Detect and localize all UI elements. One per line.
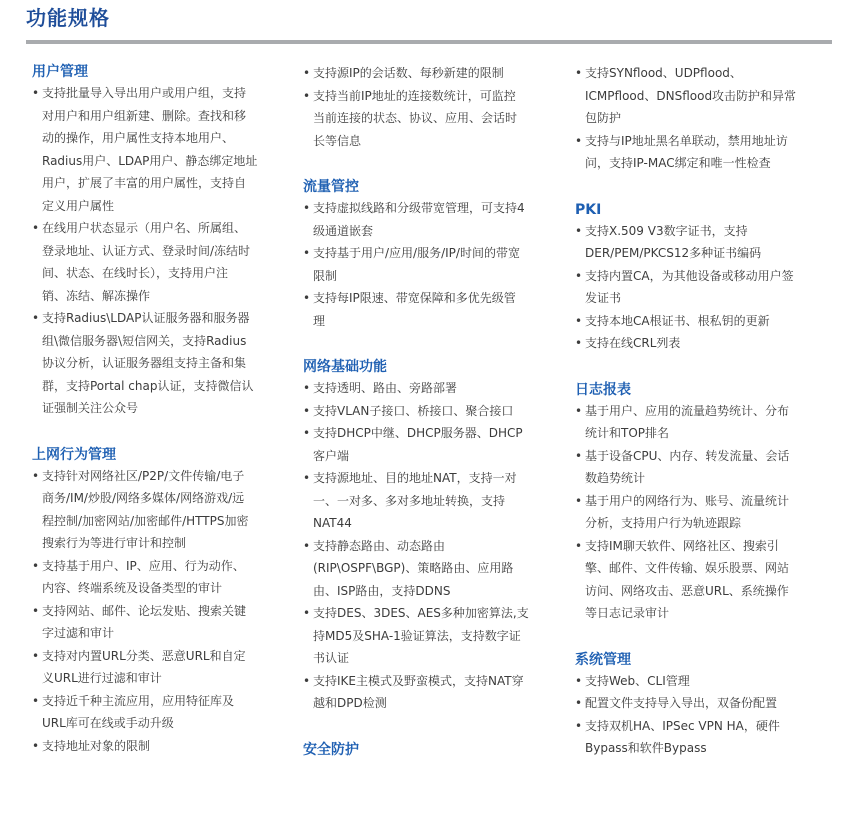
feature-item-line: 搜索行为等进行审计和控制 [42, 536, 187, 550]
feature-item-line: ICMPflood、DNSflood攻击防护和异常 [585, 88, 797, 103]
feature-item [575, 670, 815, 693]
feature-item-line: URL库可在线或手动升级 [42, 716, 174, 730]
feature-item-line: 支持本地CA根证书、根私钥的更新 [585, 313, 770, 328]
feature-item-line: 持MD5及SHA-1验证算法，支持数字证 [313, 628, 521, 643]
feature-item-line: 支持在线CRL列表 [585, 336, 681, 350]
feature-item [575, 265, 815, 310]
section-title: 上网行为管理 [32, 446, 116, 463]
feature-list [303, 377, 543, 715]
feature-item-line: 发证书 [585, 291, 622, 305]
feature-item [32, 735, 272, 758]
feature-item-line: 程控制/加密网站/加密邮件/HTTPS加密 [42, 513, 249, 528]
spec-section [32, 445, 272, 758]
page-title: 功能规格 [26, 6, 110, 30]
feature-item-line: 支持SYNflood、UDPflood、 [585, 66, 742, 80]
feature-item [303, 377, 543, 400]
feature-item-line: 对用户和用户组新建、删除。查找和移 [42, 108, 247, 123]
feature-item-line: 支持Radius\LDAP认证服务器和服务器 [42, 311, 250, 325]
feature-item [303, 602, 543, 670]
feature-item [303, 670, 543, 715]
section-title: 安全防护 [303, 741, 359, 758]
spec-section [303, 357, 543, 715]
feature-item-line: 支持IKE主模式及野蛮模式，支持NAT穿 [313, 673, 524, 688]
feature-item-line: 支持内置CA，为其他设备或移动用户签 [585, 268, 794, 283]
feature-item-line: 群，支持Portal chap认证，支持微信认 [42, 378, 254, 393]
feature-item-line: 定义用户属性 [42, 198, 115, 213]
feature-item-line: 支持与IP地址黑名单联动，禁用地址访 [585, 133, 788, 148]
feature-item-line: 支持透明、路由、旁路部署 [313, 381, 458, 395]
feature-item-line: (RIP\OSPF\BGP)、策略路由、应用路 [313, 561, 514, 575]
feature-item [575, 62, 815, 130]
feature-item-line: 支持每IP限速、带宽保障和多优先级管 [313, 291, 516, 305]
feature-item [575, 220, 815, 265]
feature-list [303, 62, 543, 152]
feature-list [303, 197, 543, 332]
feature-item-line: 证强制关注公众号 [42, 401, 139, 415]
feature-item-line: 客户端 [313, 448, 350, 463]
feature-item [575, 310, 815, 333]
section-title: PKI [575, 201, 602, 218]
feature-item-line: 支持DES、3DES、AES多种加密算法,支 [313, 606, 529, 620]
feature-item-line: 越和DPD检测 [313, 696, 387, 710]
feature-item [303, 85, 543, 153]
spec-section [32, 62, 272, 420]
feature-item-line: Bypass和软件Bypass [585, 741, 707, 755]
feature-item-line: 商务/IM/炒股/网络多媒体/网络游戏/远 [42, 491, 245, 505]
feature-item-line: 长等信息 [313, 133, 362, 148]
feature-item-line: 支持虚拟线路和分级带宽管理，可支持4 [313, 201, 525, 215]
feature-item [32, 600, 272, 645]
feature-item-line: 支持对内置URL分类、恶意URL和自定 [42, 648, 246, 663]
column-3 [575, 62, 815, 760]
feature-item [575, 400, 815, 445]
feature-list [575, 220, 815, 355]
feature-item-line: 限制 [313, 268, 338, 283]
feature-list [32, 465, 272, 758]
feature-item-line: 支持VLAN子接口、桥接口、聚合接口 [313, 403, 514, 418]
feature-item-line: 用户，扩展了丰富的用户属性，支持自 [42, 176, 247, 190]
section-title: 网络基础功能 [303, 359, 387, 375]
spec-section [575, 200, 815, 355]
feature-item-line: 基于设备CPU、内存、转发流量、会话 [585, 448, 790, 463]
title-divider [26, 40, 832, 44]
feature-item [303, 197, 543, 242]
feature-list [575, 400, 815, 625]
spec-section [575, 380, 815, 625]
spec-section [575, 62, 815, 175]
spec-section [575, 650, 815, 760]
spec-section [303, 62, 543, 152]
feature-item-line: 基于用户、应用的流量趋势统计、分布 [585, 403, 790, 418]
feature-item-line: 销、冻结、解冻操作 [42, 288, 151, 303]
feature-item-line: 等日志记录审计 [585, 606, 670, 620]
section-title: 流量管控 [303, 179, 359, 195]
feature-list [575, 62, 815, 175]
section-title: 日志报表 [575, 381, 631, 398]
feature-item [575, 130, 815, 175]
feature-item-line: 问，支持IP-MAC绑定和唯一性检查 [585, 156, 771, 170]
feature-item-line: 协议分析，认证服务器组支持主备和集 [42, 356, 247, 370]
feature-item-line: 内容、终端系统及设备类型的审计 [42, 581, 223, 595]
section-title: 用户管理 [32, 64, 88, 80]
feature-item [303, 242, 543, 287]
feature-item-line: 由、ISP路由，支持DDNS [313, 583, 451, 598]
feature-item-line: 书认证 [313, 651, 350, 665]
feature-item-line: 基于用户的网络行为、账号、流量统计 [585, 493, 790, 508]
feature-item-line: 理 [313, 313, 326, 328]
feature-item-line: 支持针对网络社区/P2P/文件传输/电子 [42, 468, 245, 483]
feature-item [32, 465, 272, 555]
feature-item-line: 支持地址对象的限制 [42, 738, 151, 753]
feature-item-line: 在线用户状态显示（用户名、所属组、 [42, 221, 247, 235]
feature-item-line: 支持基于用户/应用/服务/IP/时间的带宽 [313, 246, 520, 260]
feature-item [575, 445, 815, 490]
feature-item-line: 支持源地址、目的地址NAT，支持一对 [313, 471, 517, 485]
feature-item-line: 间、状态、在线时长），支持用户注 [42, 266, 229, 280]
feature-item-line: 支持X.509 V3数字证书，支持 [585, 223, 748, 238]
feature-item [575, 535, 815, 625]
section-title: 系统管理 [575, 651, 631, 668]
feature-item-line: 支持IM聊天软件、网络社区、搜索引 [585, 538, 779, 553]
feature-item-line: 级通道嵌套 [313, 223, 374, 238]
feature-item-line: 登录地址、认证方式、登录时间/冻结时 [42, 243, 251, 258]
feature-item-line: 统计和TOP排名 [585, 426, 670, 440]
feature-list [575, 670, 815, 760]
column-1 [32, 62, 272, 757]
feature-item-line: 分析，支持用户行为轨迹跟踪 [585, 516, 742, 530]
feature-item-line: 数趋势统计 [585, 471, 646, 485]
feature-item [575, 490, 815, 535]
feature-item-line: 支持Web、CLI管理 [585, 673, 690, 688]
feature-list [32, 82, 272, 420]
feature-item-line: NAT44 [313, 516, 352, 530]
feature-item-line: 动的操作，用户属性支持本地用户、 [42, 131, 235, 145]
feature-item [32, 555, 272, 600]
feature-item-line: 一、一对多、多对多地址转换，支持 [313, 493, 506, 508]
feature-item-line: 支持批量导入导出用户或用户组，支持 [42, 86, 247, 100]
feature-item-line: 当前连接的状态、协议、应用、会话时 [313, 111, 518, 125]
feature-item [575, 715, 815, 760]
feature-item-line: 支持基于用户、IP、应用、行为动作、 [42, 558, 245, 573]
spec-section [303, 177, 543, 332]
feature-item-line: 支持源IP的会话数、每秒新建的限制 [313, 66, 504, 80]
feature-item-line: DER/PEM/PKCS12多种证书编码 [585, 246, 762, 260]
feature-item [303, 400, 543, 423]
feature-item-line: 支持静态路由、动态路由 [313, 538, 446, 553]
feature-item [303, 535, 543, 603]
column-2 [303, 62, 543, 760]
feature-item-line: 擎、邮件、文件传输、娱乐股票、网站 [585, 561, 790, 575]
feature-item [32, 307, 272, 420]
feature-item-line: 包防护 [585, 111, 622, 125]
feature-item-line: 支持网站、邮件、论坛发贴、搜索关键 [42, 603, 247, 618]
feature-item [32, 690, 272, 735]
feature-item-line: Radius用户、LDAP用户、静态绑定地址 [42, 153, 258, 168]
feature-item [303, 467, 543, 535]
feature-item [32, 217, 272, 307]
spec-section [303, 740, 543, 760]
feature-item [303, 287, 543, 332]
feature-item-line: 义URL进行过滤和审计 [42, 671, 162, 685]
feature-item [303, 62, 543, 85]
feature-item-line: 支持当前IP地址的连接数统计，可监控 [313, 88, 516, 103]
feature-item [32, 82, 272, 217]
feature-item [575, 332, 815, 355]
feature-item-line: 支持近千种主流应用，应用特征库及 [42, 693, 235, 708]
feature-item-line: 字过滤和审计 [42, 626, 115, 640]
feature-item [303, 422, 543, 467]
feature-item [32, 645, 272, 690]
feature-item-line: 支持双机HA、IPSec VPN HA，硬件 [585, 718, 780, 733]
feature-item-line: 访问、网络攻击、恶意URL、系统操作 [585, 583, 789, 598]
feature-item-line: 组\微信服务器\短信网关，支持Radius [42, 333, 247, 348]
feature-item [575, 692, 815, 715]
feature-item-line: 支持DHCP中继、DHCP服务器、DHCP [313, 426, 523, 440]
feature-item-line: 配置文件支持导入导出，双备份配置 [585, 696, 778, 710]
